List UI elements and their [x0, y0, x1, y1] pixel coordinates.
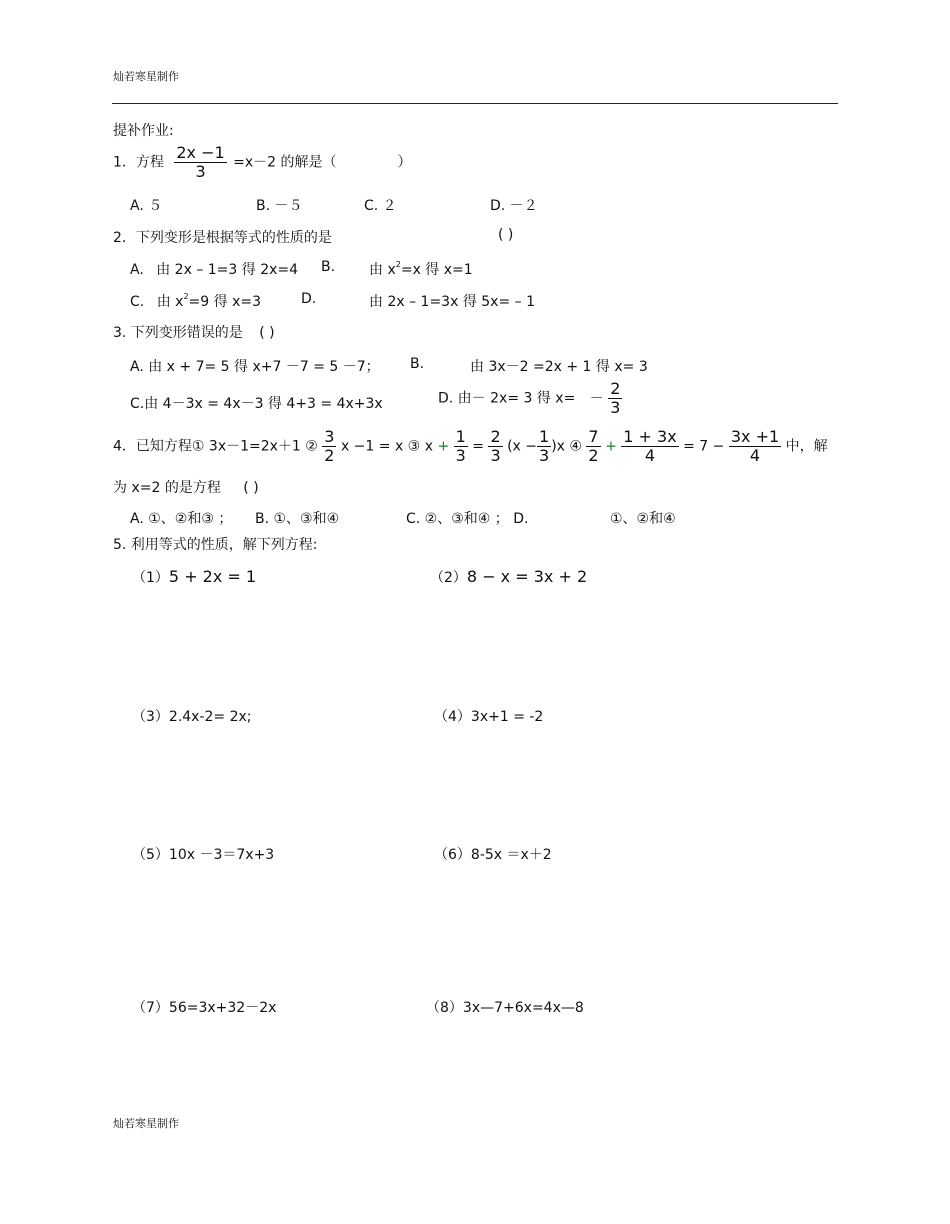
- q4-e4-num2: 1 + 3x: [623, 427, 677, 446]
- q2-option-a: [130, 259, 298, 279]
- q4-e3-plus: +: [437, 438, 450, 455]
- q4-e3-eq: =: [472, 438, 484, 455]
- q2-c-label: C.: [130, 294, 145, 310]
- q4-e4-frac2: [621, 428, 678, 465]
- q3-d-sign: －: [589, 390, 604, 407]
- section-title: 提补作业:: [113, 123, 174, 139]
- q5-item-8: [426, 997, 584, 1017]
- q4-e4-den3: 4: [729, 446, 781, 465]
- q3-option-c: C.由 4－3x = 4x－3 得 4+3 = 4x+3x: [130, 396, 383, 412]
- q3-d-fraction: [608, 380, 622, 417]
- q4-e3-num2: 2: [490, 427, 501, 446]
- q4-e4-plus: +: [605, 438, 617, 455]
- q4-option-d: ①、②和④: [610, 511, 676, 527]
- q2-option-b: [369, 259, 473, 279]
- q5-item-equation: 5 + 2x = 1: [168, 567, 257, 586]
- q5-item-equation: 3x+1 = -2: [470, 709, 544, 725]
- q5-item-equation: 8-5x ＝x＋2: [470, 847, 552, 863]
- q4-option-a: A. ①、②和③ ；: [130, 511, 233, 527]
- q2-c-post: =9 得 x=3: [188, 294, 261, 310]
- q4-e3-close: )x ④: [551, 438, 582, 455]
- q4-e3-frac3: [537, 428, 551, 465]
- q5-item-4: [434, 706, 543, 726]
- q4-e4-den2: 4: [621, 446, 678, 465]
- q1-suffix: =x－2 的解是（: [233, 154, 337, 171]
- header-divider: [112, 103, 838, 104]
- q4-e4-num3: 3x +1: [730, 427, 780, 446]
- q1-option-c: C. ２: [364, 198, 397, 214]
- q4-e2-rest: x −1 = x ③: [340, 438, 421, 455]
- q2-c-pre: 由 x: [156, 294, 184, 310]
- q2-stem: 2．下列变形是根据等式的性质的是: [113, 230, 332, 246]
- q5-item-label: （6）: [434, 847, 471, 863]
- q4-e4-frac3: [729, 428, 781, 465]
- q4-e2-num: 3: [324, 427, 335, 446]
- q4-e4-den1: 2: [588, 446, 599, 465]
- q5-item-equation: 56=3x+32－2x: [168, 1000, 277, 1016]
- q3-d-frac-den: 3: [610, 398, 621, 417]
- q5-item-equation: 3x—7+6x=4x—8: [462, 1000, 584, 1016]
- q2-b-post: =x 得 x=1: [400, 262, 473, 278]
- q4-e3-num1: 1: [455, 427, 466, 446]
- q4-line2-text: 为 x=2 的是方程: [113, 480, 221, 496]
- q3-paren: ( ): [259, 325, 275, 341]
- q1-prefix: 1．方程: [113, 154, 164, 171]
- q2-option-b-label: B.: [321, 259, 336, 275]
- q5-item-3: [132, 706, 252, 726]
- q5-item-1: [132, 567, 256, 587]
- q2-paren: ( ): [498, 227, 514, 243]
- q5-stem: 5. 利用等式的性质，解下列方程:: [113, 537, 318, 553]
- q1-fraction: [174, 144, 226, 181]
- q5-item-label: （1）: [132, 570, 169, 586]
- q1-frac-den: 3: [174, 162, 226, 181]
- q4-e3-frac2: [488, 428, 502, 465]
- q2-b-pre: 由 x: [369, 262, 396, 278]
- q2-a-label: A.: [130, 262, 144, 278]
- q2-option-c: [130, 291, 261, 311]
- q2-a-text: 由 2x – 1=3 得 2x=4: [156, 262, 299, 278]
- q4-option-c: C. ②、③和④ ； D.: [406, 511, 529, 527]
- q3-option-b-label: B.: [410, 356, 425, 372]
- q2-option-d-label: D.: [301, 291, 317, 307]
- q1-frac-num: 2x −1: [176, 143, 225, 162]
- q3-option-d: [438, 380, 622, 417]
- q4-e4-eq: = 7 −: [683, 438, 725, 455]
- footer-watermark: 灿若寒星制作: [113, 1117, 179, 1130]
- q5-item-label: （2）: [430, 570, 467, 586]
- q4-e3-den1: 3: [455, 446, 466, 465]
- q5-item-label: （3）: [132, 709, 169, 725]
- q4-e3-frac1: [454, 428, 468, 465]
- q1-option-d: D. －２: [490, 198, 538, 214]
- q2-c-sup: 2: [183, 292, 189, 301]
- q2-option-d: 由 2x – 1=3x 得 5x= – 1: [369, 294, 536, 310]
- q3-option-b: 由 3x－2 =2x + 1 得 x= 3: [470, 359, 648, 375]
- q5-item-label: （7）: [132, 1000, 169, 1016]
- q4-e2-fraction: [322, 428, 336, 465]
- q3-option-a: A. 由 x + 7= 5 得 x+7 －7 = 5 －7；: [130, 359, 380, 375]
- q5-item-7: [132, 997, 276, 1017]
- q3-d-text: D. 由－ 2x= 3 得 x=: [438, 390, 576, 407]
- q5-item-label: （8）: [426, 1000, 463, 1016]
- q4-e4-num1: 7: [588, 427, 599, 446]
- q5-item-2: [430, 567, 587, 587]
- q4-line2: [113, 477, 259, 497]
- q4-option-b: B. ①、③和④: [255, 511, 340, 527]
- q3-stem: [113, 322, 275, 342]
- q2-b-sup: 2: [395, 260, 401, 269]
- q5-item-6: [434, 844, 552, 864]
- question-4: [113, 428, 828, 465]
- q4-paren: ( ): [243, 480, 259, 496]
- q4-e3-den3: 3: [539, 446, 550, 465]
- q4-e3-paren: (x −: [507, 438, 538, 455]
- q1-close-paren: ）: [397, 154, 412, 171]
- q5-item-equation: 2.4x-2= 2x;: [168, 709, 252, 725]
- q5-item-label: （4）: [434, 709, 471, 725]
- header-watermark: 灿若寒星制作: [113, 70, 179, 83]
- q5-item-label: （5）: [132, 847, 169, 863]
- q5-item-equation: 10x －3＝7x+3: [168, 847, 275, 863]
- q4-e4-frac1: [586, 428, 600, 465]
- q1-option-b: B. －５: [256, 198, 303, 214]
- q5-item-5: [132, 844, 274, 864]
- q4-tail: 中，解: [785, 438, 828, 455]
- q5-item-equation: 8 − x = 3x + 2: [466, 567, 588, 586]
- q4-e3-den2: 3: [490, 446, 501, 465]
- q1-option-a: A. ５: [130, 198, 163, 214]
- q4-e3-num3: 1: [539, 427, 550, 446]
- q3-stem-text: 3. 下列变形错误的是: [113, 325, 243, 341]
- q3-d-frac-num: 2: [610, 379, 621, 398]
- q4-e3-a: x: [424, 438, 433, 455]
- q4-prefix: 4．已知方程① 3x－1=2x＋1 ②: [113, 438, 318, 455]
- question-1: [113, 144, 411, 181]
- q4-e2-den: 2: [324, 446, 335, 465]
